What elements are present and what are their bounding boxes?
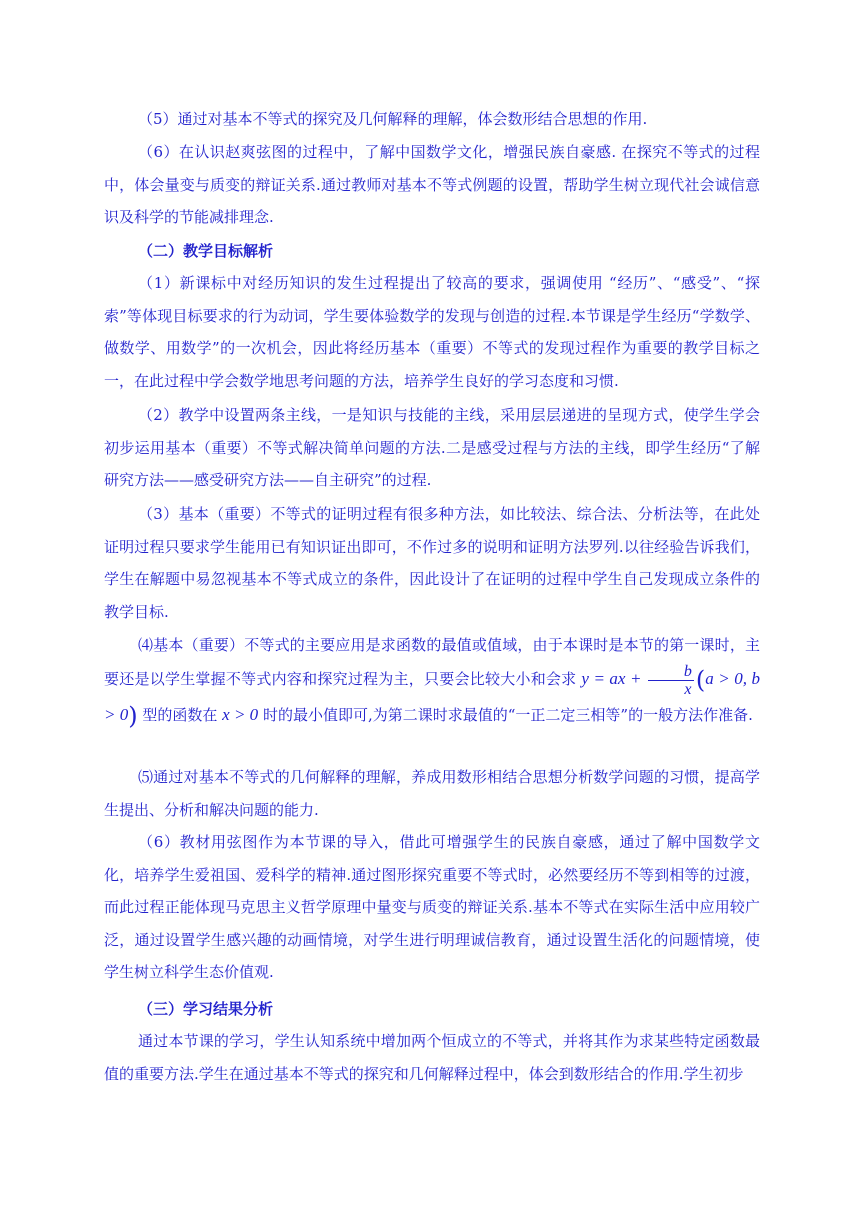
formula-domain: x > 0 xyxy=(222,704,259,724)
section-heading-objective-analysis: （二）教学目标解析 xyxy=(138,242,274,260)
paragraph-analysis-5: ⑸通过对基本不等式的几何解释的理解，养成用数形相结合思想分析数学问题的习惯，提高学生提出、分析和解决问题的能力. xyxy=(104,768,760,819)
paragraph-analysis-4-text-c: 时的最小值即可,为第二课时求最值的“一正二定三相等”的一般方法作准备. xyxy=(258,705,753,724)
paragraph-analysis-3: （3）基本（重要）不等式的证明过程有很多种方法，如比较法、综合法、分析法等，在此处证明过程只要求学生能用已有知识证出即可，不作过多的说明和证明方法罗列.以往经验告诉我们，学生在解题中易忽视基本不等式成立的条件，因此设计了在证明的过程中学生自己发现成立条件的教学目标. xyxy=(104,505,760,621)
paragraph-goal-5: （5）通过对基本不等式的探究及几何解释的理解，体会数形结合思想的作用. xyxy=(138,110,648,128)
paragraph-analysis-1: （1）新课标中对经历知识的发生过程提出了较高的要求，强调使用 “经历”、“感受”、“探索”等体现目标要求的行为动词，学生要体验数学的发现与创造的过程.本节课是学生经历“学数学、做数学、用数学”的一次机会，因此将经历基本（重要）不等式的发现过程作为重要的教学目标之一，在此过程中学会数学地思考问题的方法，培养学生良好的学习态度和习惯. xyxy=(104,274,760,390)
fraction-numerator: b xyxy=(648,663,694,681)
fraction-denominator: x xyxy=(684,680,692,698)
paragraph-analysis-6: （6）教材用弦图作为本节课的导入，借此可增强学生的民族自豪感，通过了解中国数学文化，培养学生爱祖国、爱科学的精神.通过图形探究重要不等式时，必然要经历不等到相等的过渡，而此过程正能体现马克思主义哲学原理中量变与质变的辩证关系.基本不等式在实际生活中应用较广泛，通过设置学生感兴趣的动画情境，对学生进行明理诚信教育，通过设置生活化的问题情境，使学生树立科学生态价值观. xyxy=(104,833,760,981)
paragraph-analysis-2: （2）教学中设置两条主线，一是知识与技能的主线，采用层层递进的呈现方式，使学生学会初步运用基本（重要）不等式解决简单问题的方法.二是感受过程与方法的主线，即学生经历“了解研究方法——感受研究方法——自主研究”的过程. xyxy=(104,406,760,489)
paragraph-goal-6: （6）在认识赵爽弦图的过程中，了解中国数学文化，增强民族自豪感. 在探究不等式的过程中，体会量变与质变的辩证关系.通过教师对基本不等式例题的设置，帮助学生树立现代社会诚信意识及科学的节能减排理念. xyxy=(104,143,760,226)
paragraph-analysis-4 xyxy=(104,628,760,733)
paragraph-outcomes: 通过本节课的学习，学生认知系统中增加两个恒成立的不等式，并将其作为求某些特定函数最值的重要方法.学生在通过基本不等式的探究和几何解释过程中，体会到数形结合的作用.学生初步 xyxy=(104,1032,760,1083)
formula-fraction xyxy=(648,663,694,698)
right-paren: ) xyxy=(128,701,138,730)
left-paren: ( xyxy=(695,666,706,694)
paragraph-analysis-4-text-b: 型的函数在 xyxy=(137,705,223,724)
section-heading-learning-outcomes: （三）学习结果分析 xyxy=(138,1000,274,1018)
paragraph-analysis-4-text-a: ⑷基本（重要）不等式的主要应用是求函数的最值或值域，由于本课时是本节的第一课时，主要还是以学生掌握不等式内容和探究过程为主，只要会比较大小和会求 xyxy=(104,636,760,688)
formula-condition: a > 0, b > 0 xyxy=(104,669,760,724)
formula-function: y = ax + xyxy=(581,669,646,688)
